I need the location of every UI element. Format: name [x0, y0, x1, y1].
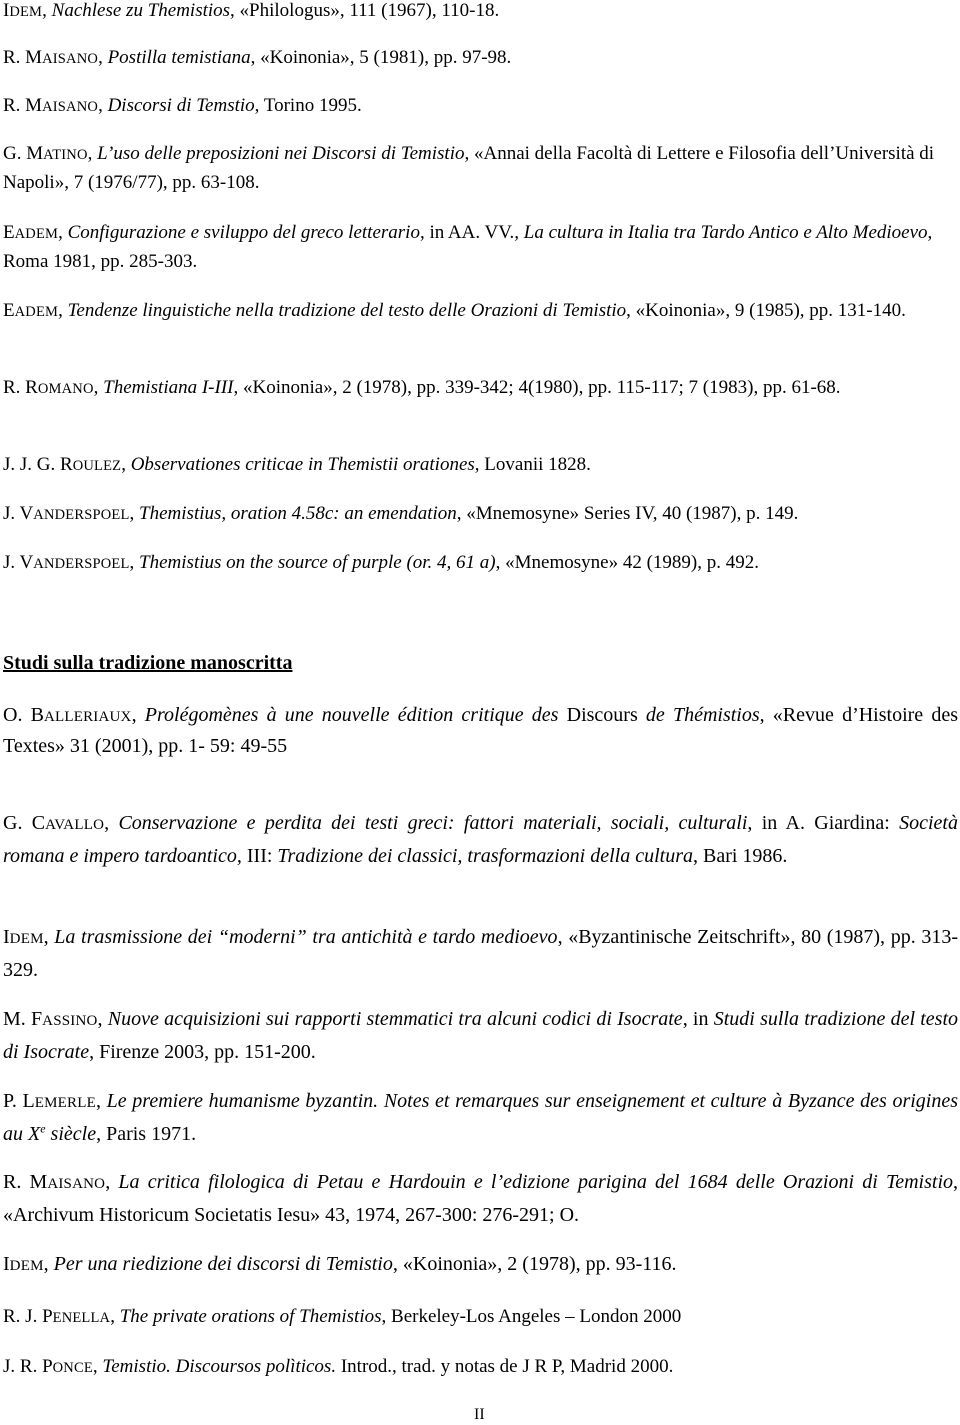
author-initial: R. M	[3, 47, 43, 68]
bib-entry: R. MAISANO, Postilla temistiana, «Koinonia», 5 (1981), pp. 97-98.	[3, 47, 512, 68]
publication-info: , «Mnemosyne» Series IV, 40 (1987), p. 149.	[456, 503, 799, 524]
publication-info: , «Philologus», 111 (1967), 110-18.	[230, 0, 500, 21]
work-title: Temistio. Discoursos polìticos.	[102, 1356, 337, 1377]
separator: ,	[95, 1090, 107, 1112]
author-initial: M. F	[3, 1008, 43, 1030]
author-name: ATINO	[43, 147, 88, 163]
work-title: Prolégomènes à une nouvelle édition critique des	[144, 704, 559, 726]
author-initial: J. V	[3, 552, 34, 573]
author-name: ENELLA	[52, 1310, 111, 1326]
author-name: DEM	[9, 1258, 44, 1274]
author-initial: J. V	[3, 503, 34, 524]
author-name: ANDERSPOEL	[33, 556, 130, 572]
work-title: Nachlese zu Themistios	[51, 0, 231, 21]
author-name: DEM	[9, 931, 44, 947]
superscript: e	[40, 1121, 46, 1136]
author-name: ADEM	[14, 304, 59, 320]
page-number: II	[474, 1406, 485, 1423]
separator: ,	[131, 704, 145, 726]
author-name: AISANO	[47, 1176, 106, 1192]
author-initial: I	[3, 0, 10, 21]
bib-entry: G. MATINO, L’uso delle preposizioni nei Discorsi di Temistio, «Annai della Facoltà di Lettere e Filosofia dell’Università di Napoli», 7 (1976/77), pp. 63-108.	[3, 143, 935, 193]
author-name: AISANO	[42, 99, 99, 115]
author-name: OULEZ	[72, 458, 122, 474]
work-title: Themistiana I-III	[103, 377, 234, 398]
bib-entry: EADEM, Configurazione e sviluppo del greco letterario, in AA. VV., La cultura in Italia tra Tardo Antico e Alto Medioevo, Roma 1981, pp. 285-303.	[3, 222, 933, 272]
bib-entry: EADEM, Tendenze linguistiche nella tradizione del testo delle Orazioni di Temistio, «Koinonia», 9 (1985), pp. 131-140.	[3, 300, 906, 321]
author-initial: E	[3, 222, 15, 243]
publication-info: , «Byzantinische Zeitschrift», 80 (1987), pp. 313-329.	[3, 926, 959, 981]
publication-info: , «Koinonia», 2 (1978), pp. 339-342; 4(1980), pp. 115-117; 7 (1983), pp. 61-68.	[233, 377, 841, 398]
author-name: ADEM	[14, 226, 59, 242]
work-title: L’uso delle preposizioni nei Discorsi di Temistio	[97, 143, 465, 164]
bib-entry	[3, 1004, 958, 1068]
publication-info: Introd., trad. y notas de J R P, Madrid 2000.	[336, 1356, 674, 1377]
author-initial: I	[3, 1253, 10, 1275]
work-title: La trasmissione dei “moderni” tra antichità e tardo medioevo	[54, 926, 558, 948]
author-name: DEM	[9, 4, 43, 20]
author-initial: R. M	[3, 95, 43, 116]
collection-info: , in AA. VV.	[419, 222, 515, 243]
separator: ,	[110, 1306, 120, 1327]
author-name: EMERLE	[34, 1095, 96, 1111]
author-name: ASSINO	[42, 1013, 98, 1029]
work-title-part: Discours	[558, 704, 646, 726]
author-initial: J. R. P	[3, 1356, 53, 1377]
bib-entry	[3, 922, 958, 986]
volume-subtitle: Tradizione dei classici, trasformazioni della cultura	[277, 845, 693, 867]
author-name: ONCE	[52, 1360, 93, 1376]
work-title: La critica filologica di Petau e Hardouin e l’edizione parigina del 1684 delle Orazioni di Temistio	[118, 1171, 954, 1193]
bib-entry	[3, 1086, 958, 1150]
bib-entry: IDEM, Nachlese zu Themistios, «Philologus», 111 (1967), 110-18.	[3, 0, 500, 21]
volume-title: Società romana e impero tardoantico,	[3, 812, 958, 867]
bib-entry: R. ROMANO, Themistiana I-III, «Koinonia», 2 (1978), pp. 339-342; 4(1980), pp. 115-117; 7 (1983), pp. 61-68.	[3, 377, 841, 398]
bib-entry	[3, 1353, 958, 1382]
author-initial: G. M	[3, 143, 44, 164]
section-heading: Studi sulla tradizione manoscritta	[3, 652, 293, 674]
publication-info: , Paris 1971.	[96, 1123, 197, 1145]
author-name: OMANO	[37, 381, 94, 397]
author-name: AVALLO	[45, 817, 105, 833]
work-title: Themistius on the source of purple (or. 4, 61 a)	[139, 552, 496, 573]
work-title-part: de Thémistios	[645, 704, 760, 726]
publication-info: , «Revue d’Histoire des Textes» 31 (2001), pp. 1- 59: 49-55	[3, 704, 958, 757]
work-title: Nuove acquisizioni sui rapporti stemmatici tra alcuni codici di Isocrate	[107, 1008, 683, 1030]
publication-info: , «Koinonia», 2 (1978), pp. 93-116.	[392, 1253, 677, 1275]
publication-info: , «Annai della Facoltà di Lettere e Filosofia dell’Università di Napoli», 7 (1976/77), pp. 63-108.	[3, 143, 935, 193]
work-title: Discorsi di Temstio	[107, 95, 255, 116]
publication-info: , «Mnemosyne» 42 (1989), p. 492.	[495, 552, 759, 573]
bib-entry	[3, 1249, 958, 1282]
publication-info: , Bari 1986.	[693, 845, 788, 867]
author-name: ALLERIAUX	[43, 709, 132, 725]
separator: ,	[43, 926, 55, 948]
work-title: Configurazione e sviluppo del greco letterario	[67, 222, 420, 243]
publication-info: , «Archivum Historicum Societatis Iesu» 43, 1974, 267-300: 276-291; O.	[3, 1171, 959, 1226]
author-name: ANDERSPOEL	[33, 507, 130, 523]
volume-number: III:	[241, 845, 278, 867]
bib-entry	[3, 808, 958, 872]
work-title: Postilla temistiana	[107, 47, 251, 68]
bib-entry: R. MAISANO, Discorsi di Temstio, Torino 1995.	[3, 95, 362, 116]
work-subtitle: Notes et remarques sur enseignement et culture à Byzance des origines au X	[3, 1090, 959, 1145]
editor-info: , in A. Giardina:	[747, 812, 900, 834]
publication-info: , «Koinonia», 5 (1981), pp. 97-98.	[250, 47, 512, 68]
work-title: Per una riedizione dei discorsi di Temistio	[53, 1253, 393, 1275]
work-title: The private orations of Themistios	[119, 1306, 382, 1327]
publication-info: , «Koinonia», 9 (1985), pp. 131-140.	[626, 300, 906, 321]
separator: ,	[104, 812, 119, 834]
author-initial: G. C	[3, 812, 46, 834]
separator: ,	[97, 1008, 108, 1030]
separator: ,	[43, 1253, 54, 1275]
bib-entry: J. VANDERSPOEL, Themistius on the source of purple (or. 4, 61 a), «Mnemosyne» 42 (1989), p. 492.	[3, 552, 759, 573]
bib-entry: J. J. G. ROULEZ, Observationes criticae in Themistii orationes, Lovanii 1828.	[3, 454, 591, 475]
work-title: Le premiere humanisme byzantin.	[106, 1090, 379, 1112]
bib-entry	[3, 1167, 958, 1231]
bib-entry: J. VANDERSPOEL, Themistius, oration 4.58c: an emendation, «Mnemosyne» Series IV, 40 (1987), p. 149.	[3, 503, 799, 524]
separator: ,	[92, 1356, 103, 1377]
work-title: Tendenze linguistiche nella tradizione del testo delle Orazioni di Temistio	[67, 300, 627, 321]
author-initial: J. J. G. R	[3, 454, 73, 475]
work-subtitle-end: siècle	[45, 1123, 97, 1145]
work-title: Themistius, oration 4.58c: an emendation	[139, 503, 457, 524]
publication-info: , Roma 1981, pp. 285-303.	[3, 222, 933, 272]
author-initial: P. L	[3, 1090, 35, 1112]
collection-info: , in	[682, 1008, 714, 1030]
publication-info: , Torino 1995.	[254, 95, 362, 116]
author-initial: R. M	[3, 1171, 48, 1193]
author-initial: E	[3, 300, 15, 321]
author-initial: I	[3, 926, 10, 948]
work-title: Observationes criticae in Themistii orationes	[130, 454, 475, 475]
author-initial: R. J. P	[3, 1306, 53, 1327]
author-initial: O. B	[3, 704, 44, 726]
publication-info: , Lovanii 1828.	[474, 454, 591, 475]
bib-entry	[3, 701, 958, 761]
volume-title: , La cultura in Italia tra Tardo Antico e Alto Medioevo	[514, 222, 928, 243]
author-initial: R. R	[3, 377, 38, 398]
work-title: Conservazione e perdita dei testi greci: fattori materiali, sociali, culturali	[118, 812, 748, 834]
author-name: AISANO	[42, 51, 99, 67]
publication-info: , Firenze 2003, pp. 151-200.	[89, 1041, 316, 1063]
separator: ,	[105, 1171, 119, 1193]
publication-info: , Berkeley-Los Angeles – London 2000	[381, 1306, 682, 1327]
bib-entry	[3, 1303, 958, 1332]
volume-title: Studi sulla tradizione del testo di Isocrate	[3, 1008, 959, 1063]
